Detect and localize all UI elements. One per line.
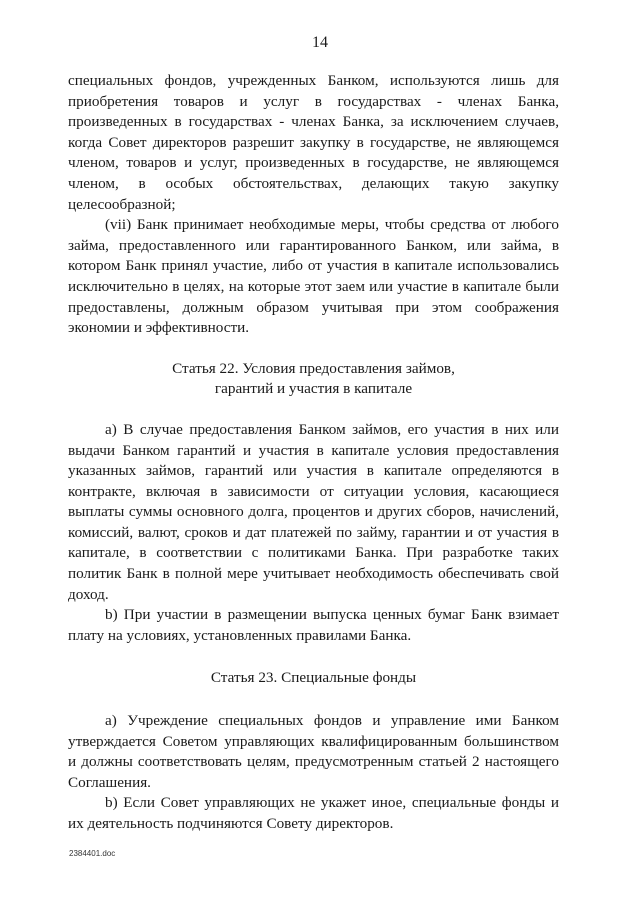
- article-23-heading: Статья 23. Специальные фонды: [210, 669, 417, 687]
- footer-filename: 2384401.doc: [69, 849, 116, 858]
- document-body: [68, 71, 559, 835]
- article-22-heading: [68, 359, 559, 400]
- paragraph-article-22-a: a) В случае предоставления Банком займов, его участия в них или выдачи Банком гарантий и участия в капитале условия предоставления указанных займов, гарантий или участия в капитале определяются в контракте, включая в зависимости от ситуации условия, касающиеся выплаты суммы основного долга, процентов и других сборов, начислений, комиссий, валют, сроков и дат платежей по займу, гарантии и от участия в капитале, в соответствии с политиками Банка. При разработке таких политик Банк в полной мере учитывает необходимость обеспечивать свой доход.: [68, 420, 559, 603]
- page-number: 14: [312, 34, 328, 51]
- article-22-heading-line2: гарантий и участия в капитале: [214, 380, 413, 398]
- paragraph-clause-vii: (vii) Банк принимает необходимые меры, чтобы средства от любого займа, предоставленного или гарантированного Банком, или займа, в котором Банк принял участие, либо от участия в капитале использовались исключительно в целях, на которые этот заем или участие в капитале были предоставлены, должным образом учитывая при этом соображения экономии и эффективности.: [68, 216, 559, 337]
- paragraph-article-23-a: a) Учреждение специальных фондов и управление ими Банком утверждается Советом управляющих квалифицированным большинством и должны соответствовать целям, предусмотренным статьей 2 настоящего Соглашения.: [68, 712, 559, 791]
- paragraph-article-22-b: b) При участии в размещении выпуска ценных бумаг Банк взимает плату на условиях, установленных правилами Банка.: [68, 606, 559, 644]
- paragraph-special-funds-procurement: специальных фондов, учрежденных Банком, используются лишь для приобретения товаров и услуг в государствах - членах Банка, произведенных в государствах - членах Банка, за исключением случаев, когда Совет директоров разрешит закупку в государстве, не являющемся членом, товаров и услуг, произведенных в государстве, не являющемся членом, в особых обстоятельствах, делающих такую закупку целесообразной;: [68, 72, 559, 213]
- article-22-heading-line1: Статья 22. Условия предоставления займов,: [172, 359, 455, 377]
- paragraph-article-23-b: b) Если Совет управляющих не укажет иное, специальные фонды и их деятельность подчиняются Совету директоров.: [68, 794, 559, 832]
